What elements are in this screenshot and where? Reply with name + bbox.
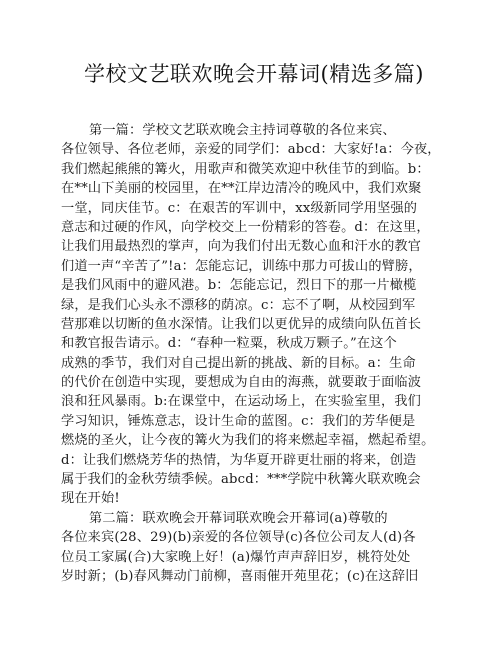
text-line: 岁时新；(b)春风舞动门前柳，喜雨催开苑里花；(c)在这辞旧 [61,568,419,584]
text-line: 营那难以切断的鱼水深情。让我们以更优异的成绩向队伍首长 [61,316,422,332]
text-line: 的代价在创造中实现，要想成为自由的海燕，就要敢于面临波 [61,375,422,391]
text-line: 和教官报告请示。d：“春种一粒粟，秋成万颗子。”在这个 [61,336,397,352]
text-line: 一堂，同庆佳节。c：在艰苦的军训中，xx级新同学用坚强的 [61,200,418,216]
text-line: 意志和过硬的作风，向学校交上一份精彩的答卷。d：在这里， [61,219,430,235]
text-line: 各位来宾(28、29)(b)亲爱的各位领导(c)各位公司友人(d)各 [61,530,416,546]
text-line: 们道一声“辛苦了”!a：怎能忘记，训练中那力可拔山的臂膀， [61,258,422,274]
text-line: 在**山下美丽的校园里，在**江岸边清冷的晚风中，我们欢聚 [61,181,422,197]
text-line: d：让我们燃烧芳华的热情，为华夏开辟更壮丽的将来，创造 [61,452,417,468]
text-line: 浪和狂风暴雨。b:在课堂中，在运动场上，在实验室里，我们 [61,394,421,410]
text-line: 学习知识，锤炼意志，设计生命的蓝图。c：我们的芳华便是 [61,413,416,429]
text-line: 让我们用最热烈的掌声，向为我们付出无数心血和汗水的教官 [61,239,422,255]
text-line: 第一篇：学校文艺联欢晚会主持词尊敬的各位来宾、 [89,123,396,138]
text-line: 第二篇：联欢晚会开幕词联欢晚会开幕词(a)尊敬的 [89,510,388,526]
text-line: 成熟的季节，我们对自己提出新的挑战、新的目标。a：生命 [61,355,416,371]
text-line: 属于我们的金秋劳绩季候。abcd：***学院中秋篝火联欢晚会 [61,472,421,488]
document-title: 学校文艺联欢晚会开幕词(精选多篇) [84,62,424,86]
document-body [61,121,441,586]
text-line: 是我们风雨中的避风港。b：怎能忘记，烈日下的那一片橄榄 [61,278,417,294]
text-line: 我们燃起熊熊的篝火，用歌声和微笑欢迎中秋佳节的到临。b： [61,161,430,177]
text-line: 位员工家属(合)大家晚上好！(a)爆竹声声辞旧岁，桃符处处 [61,549,411,565]
text-line: 现在开始! [61,491,120,507]
text-line: 各位领导、各位老师，亲爱的同学们：abcd：大家好!a：今夜， [61,142,441,158]
text-line: 绿，是我们心头永不漂移的荫凉。c：忘不了啊，从校园到军 [61,297,416,313]
text-line: 燃烧的圣火，让今夜的篝火为我们的将来燃起幸福，燃起希望。 [61,433,435,449]
